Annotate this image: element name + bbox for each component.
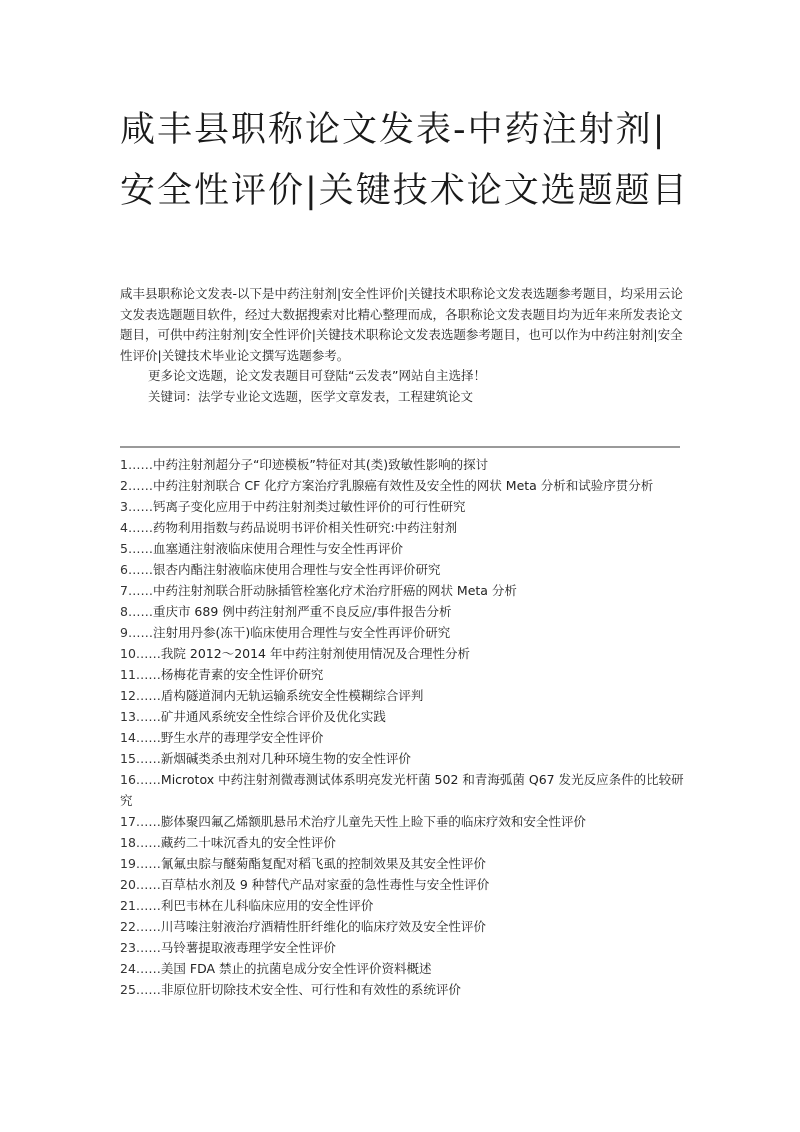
list-item <box>120 874 686 895</box>
keywords-line: 关键词：法学专业论文选题，医学文章发表，工程建筑论文 <box>148 388 474 404</box>
list-item <box>120 496 686 517</box>
list-item <box>120 664 686 685</box>
list-item-number: 14…… <box>120 730 161 745</box>
list-item <box>120 622 686 643</box>
list-item-title: 盾构隧道洞内无轨运输系统安全性模糊综合评判 <box>160 688 424 703</box>
list-item-number: 22…… <box>120 919 161 934</box>
page-title: 咸丰县职称论文发表-中药注射剂|安全性评价|关键技术论文选题题目 <box>120 110 689 211</box>
list-item-number: 5…… <box>120 541 153 556</box>
list-item-number: 4…… <box>120 520 153 535</box>
list-item <box>120 601 686 622</box>
list-item-title: 膨体聚四氟乙烯额肌悬吊术治疗儿童先天性上睑下垂的临床疗效和安全性评价 <box>160 814 586 829</box>
list-item-number: 2…… <box>120 478 153 493</box>
list-item-number: 1…… <box>120 457 153 472</box>
list-item <box>120 916 686 937</box>
list-item <box>120 895 686 916</box>
list-item <box>120 811 686 832</box>
list-item-title: Microtox 中药注射剂微毒测试体系明亮发光杆菌 502 和青海弧菌 Q67 发光反应条件的比较研究 <box>120 772 684 808</box>
list-item-number: 16…… <box>120 772 161 787</box>
list-item-number: 7…… <box>120 583 153 598</box>
list-item-number: 3…… <box>120 499 153 514</box>
list-item-number: 10…… <box>120 646 161 661</box>
list-item-number: 18…… <box>120 835 161 850</box>
list-item-title: 川芎嗪注射液治疗酒精性肝纤维化的临床疗效及安全性评价 <box>160 919 486 934</box>
list-item <box>120 937 686 958</box>
list-item <box>120 538 686 559</box>
list-item-number: 8…… <box>120 604 153 619</box>
list-item-title: 矿井通风系统安全性综合评价及优化实践 <box>160 709 386 724</box>
list-item-title: 马铃薯提取液毒理学安全性评价 <box>160 940 336 955</box>
list-item-title: 杨梅花青素的安全性评价研究 <box>160 667 324 682</box>
list-item <box>120 979 686 1000</box>
list-item <box>120 769 686 811</box>
list-item <box>120 727 686 748</box>
list-item-number: 11…… <box>120 667 161 682</box>
list-item-title: 野生水芹的毒理学安全性评价 <box>160 730 324 745</box>
list-item-title: 中药注射剂联合肝动脉插管栓塞化疗术治疗肝癌的网状 Meta 分析 <box>152 583 517 598</box>
list-item <box>120 559 686 580</box>
list-item <box>120 475 686 496</box>
more-topics-note: 更多论文选题，论文发表题目可登陆“云发表”网站自主选择！ <box>148 368 486 383</box>
section-divider <box>120 446 680 448</box>
list-item-title: 注射用丹参(冻干)临床使用合理性与安全性再评价研究 <box>152 625 451 640</box>
list-item <box>120 706 686 727</box>
list-item-title: 药物利用指数与药品说明书评价相关性研究:中药注射剂 <box>152 520 458 535</box>
list-item-number: 13…… <box>120 709 161 724</box>
list-item-number: 23…… <box>120 940 161 955</box>
list-item-number: 17…… <box>120 814 161 829</box>
list-item-title: 非原位肝切除技术安全性、可行性和有效性的系统评价 <box>160 982 461 997</box>
list-item <box>120 454 686 475</box>
list-item-title: 百草枯水剂及 9 种替代产品对家蚕的急性毒性与安全性评价 <box>160 877 490 892</box>
list-item <box>120 958 686 979</box>
list-item-number: 9…… <box>120 625 153 640</box>
list-item <box>120 748 686 769</box>
list-item-number: 25…… <box>120 982 161 997</box>
list-item-number: 21…… <box>120 898 161 913</box>
list-item-title: 重庆市 689 例中药注射剂严重不良反应/事件报告分析 <box>152 604 452 619</box>
list-item-title: 中药注射剂联合 CF 化疗方案治疗乳腺癌有效性及安全性的网状 Meta 分析和试验序贯分析 <box>152 478 654 493</box>
list-item-title: 氰氟虫腙与醚菊酯复配对稻飞虱的控制效果及其安全性评价 <box>160 856 486 871</box>
list-item-title: 钙离子变化应用于中药注射剂类过敏性评价的可行性研究 <box>152 499 466 514</box>
list-item-title: 藏药二十味沉香丸的安全性评价 <box>160 835 336 850</box>
intro-paragraph: 咸丰县职称论文发表-以下是中药注射剂|安全性评价|关键技术职称论文发表选题参考题目，均采用云论文发表选题题目软件，经过大数据搜索对比精心整理而成，各职称论文发表题目均为近年来所发表论文题目，可供中药注射剂|安全性评价|关键技术职称论文发表选题参考题目，也可以作为中药注射剂|安全性评价|关键技术毕业论文撰写选题参考。 <box>120 286 683 363</box>
intro-section <box>120 284 690 407</box>
list-item-title: 中药注射剂超分子“印迹模板”特征对其(类)致敏性影响的探讨 <box>152 457 489 472</box>
list-item <box>120 832 686 853</box>
list-item-number: 12…… <box>120 688 161 703</box>
list-item-title: 美国 FDA 禁止的抗菌皂成分安全性评价资料概述 <box>160 961 432 976</box>
list-item-number: 20…… <box>120 877 161 892</box>
list-item-title: 新烟碱类杀虫剂对几种环境生物的安全性评价 <box>160 751 411 766</box>
list-item <box>120 685 686 706</box>
list-item-number: 19…… <box>120 856 161 871</box>
list-item-title: 利巴韦林在儿科临床应用的安全性评价 <box>160 898 374 913</box>
topic-list <box>120 454 686 1000</box>
list-item-number: 6…… <box>120 562 153 577</box>
list-item-title: 银杏内酯注射液临床使用合理性与安全性再评价研究 <box>152 562 441 577</box>
list-item <box>120 517 686 538</box>
list-item-number: 24…… <box>120 961 161 976</box>
list-item-number: 15…… <box>120 751 161 766</box>
list-item-title: 血塞通注射液临床使用合理性与安全性再评价 <box>152 541 403 556</box>
list-item <box>120 853 686 874</box>
list-item-title: 我院 2012～2014 年中药注射剂使用情况及合理性分析 <box>160 646 470 661</box>
list-item <box>120 643 686 664</box>
list-item <box>120 580 686 601</box>
